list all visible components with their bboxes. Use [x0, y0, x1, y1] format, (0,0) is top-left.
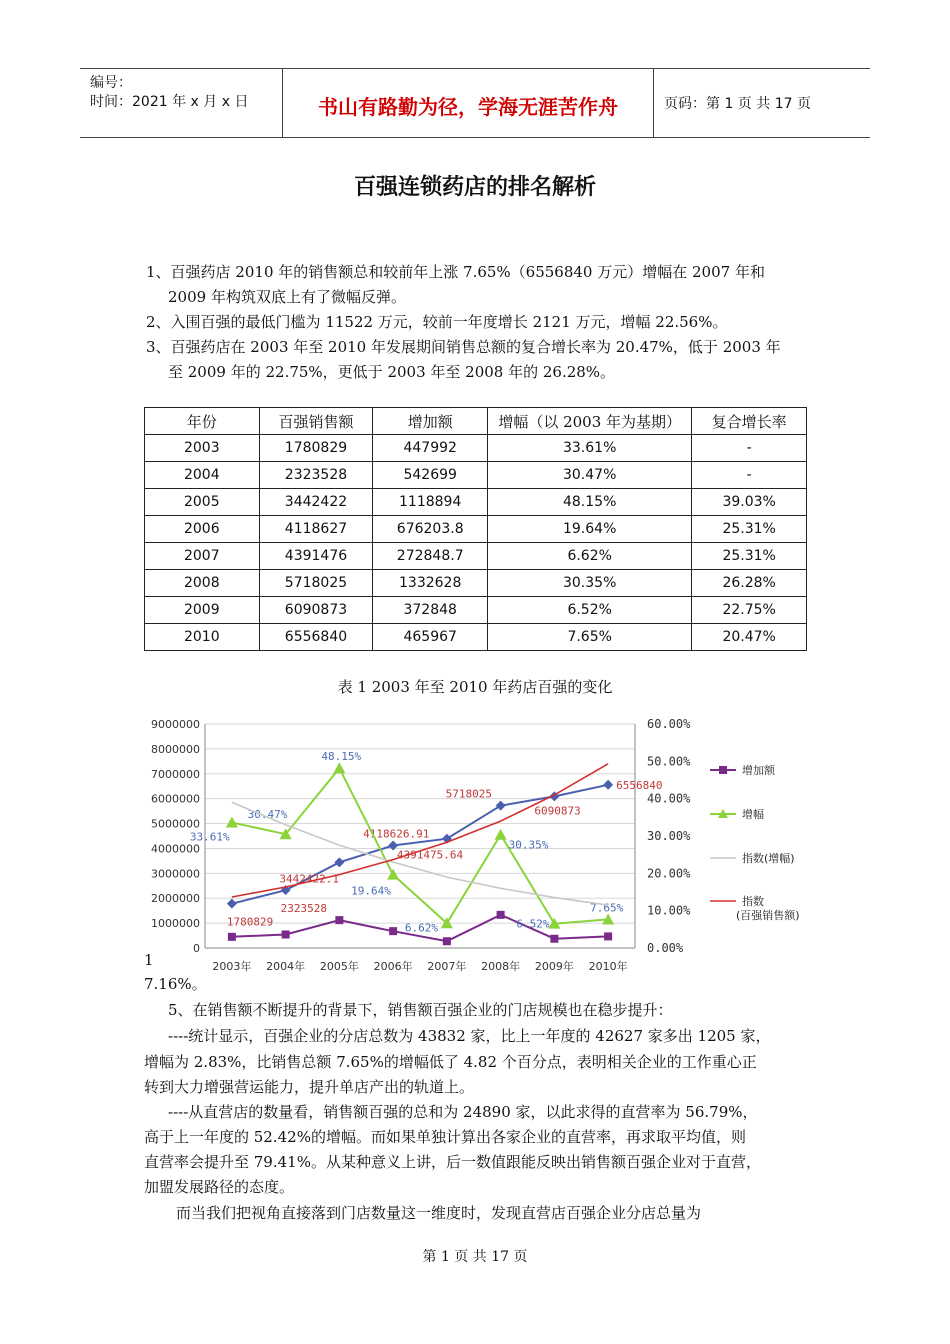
legend-label: 指数 — [742, 895, 764, 908]
data-label: 48.15% — [321, 750, 362, 764]
table-cell: 2323528 — [259, 462, 373, 489]
section-5-p1-line: 增幅为 2.83%，比销售总额 7.65%的增幅低了 4.82 个百分点，表明相关企业的工作重心正 — [144, 1053, 757, 1071]
table-cell: 2006 — [145, 516, 260, 543]
section-5-p2-line: ----从直营店的数量看，销售额百强的总和为 24890 家，以此求得的直营率为 56.79%， — [168, 1103, 758, 1121]
x-tick-label: 2005年 — [319, 960, 359, 973]
stray-text-a: 1 — [144, 951, 154, 969]
table-cell: 25.31% — [692, 543, 807, 570]
legend-label: 指数(增幅) — [742, 852, 795, 865]
table-row — [145, 435, 807, 462]
table-cell: 4391476 — [259, 543, 373, 570]
table-cell: 30.47% — [488, 462, 692, 489]
point-3-line-1: 3、百强药店在 2003 年至 2010 年发展期间销售总额的复合增长率为 20.47%，低于 2003 年 — [146, 338, 781, 356]
x-tick-label: 2006年 — [373, 960, 413, 973]
table-caption: 表 1 2003 年至 2010 年药店百强的变化 — [337, 678, 613, 696]
data-label: 3442422.1 — [279, 872, 339, 886]
table-cell: 22.75% — [692, 597, 807, 624]
section-5-p1-line: ----统计显示，百强企业的分店总数为 43832 家，比上一年度的 42627 家多出 1205 家， — [168, 1027, 771, 1045]
data-point-square — [389, 927, 397, 935]
table-row — [145, 570, 807, 597]
header-page-info: 页码：第 1 页 共 17 页 — [664, 96, 811, 112]
table-cell: 676203.8 — [373, 516, 488, 543]
section-5-p2-line: 加盟发展路径的态度。 — [144, 1178, 295, 1196]
y-left-tick-label: 5000000 — [151, 817, 200, 831]
data-label: 4391475.64 — [396, 848, 464, 862]
data-point-square — [550, 935, 558, 943]
table-cell: 2008 — [145, 570, 260, 597]
table-cell: 272848.7 — [373, 543, 488, 570]
table-row — [145, 624, 807, 651]
table-header-cell: 复合增长率 — [692, 408, 807, 435]
table-cell: 19.64% — [488, 516, 692, 543]
motto: 书山有路勤为径，学海无涯苦作舟 — [318, 95, 618, 119]
table-cell: 2004 — [145, 462, 260, 489]
time-label: 时间：2021 年 x 月 x 日 — [90, 94, 249, 110]
data-label: 5718025 — [445, 787, 492, 801]
x-tick-label: 2007年 — [427, 960, 467, 973]
point-1-line-1: 1、百强药店 2010 年的销售额总和较前年上涨 7.65%（6556840 万元）增幅在 2007 年和 — [146, 263, 765, 281]
y-left-tick-label: 4000000 — [151, 842, 200, 856]
document-title: 百强连锁药店的排名解析 — [353, 174, 596, 200]
data-label: 30.47% — [247, 808, 288, 822]
y-right-tick-label: 40.00% — [647, 791, 691, 806]
table-header-row — [145, 408, 807, 435]
legend-label: 增幅 — [742, 808, 764, 821]
y-left-tick-label: 3000000 — [151, 867, 200, 881]
table-header-cell: 增加额 — [373, 408, 488, 435]
data-point-diamond — [334, 857, 344, 867]
table-header-cell: 增幅（以 2003 年为基期） — [488, 408, 692, 435]
table-cell: 1780829 — [259, 435, 373, 462]
table-cell: 372848 — [373, 597, 488, 624]
data-point-diamond — [227, 899, 237, 909]
data-point-triangle — [226, 817, 238, 828]
data-point-triangle — [495, 829, 507, 840]
y-left-tick-label: 9000000 — [151, 718, 200, 731]
table-cell: 20.47% — [692, 624, 807, 651]
table-cell: 48.15% — [488, 489, 692, 516]
table-cell: 30.35% — [488, 570, 692, 597]
legend-label: (百强销售额) — [736, 909, 800, 922]
section-5-p1-line: 转到大力增强营运能力，提升单店产出的轨道上。 — [144, 1078, 475, 1096]
table-row — [145, 543, 807, 570]
table-cell: 6.52% — [488, 597, 692, 624]
table-header-cell: 百强销售额 — [259, 408, 373, 435]
table-cell: 25.31% — [692, 516, 807, 543]
page-header — [80, 68, 870, 138]
table-cell: 447992 — [373, 435, 488, 462]
table-header-cell: 年份 — [145, 408, 260, 435]
data-label: 6556840 — [616, 778, 663, 792]
header-motto-cell — [283, 69, 654, 137]
legend-label: 增加额 — [742, 764, 775, 777]
data-point-triangle — [333, 762, 345, 773]
table-cell: 2010 — [145, 624, 260, 651]
data-label: 30.35% — [508, 838, 549, 852]
point-3-line-2: 至 2009 年的 22.75%，更低于 2003 年至 2008 年的 26.28%。 — [168, 363, 616, 381]
table-cell: 7.65% — [488, 624, 692, 651]
table-row — [145, 462, 807, 489]
table-cell: 26.28% — [692, 570, 807, 597]
table-row — [145, 516, 807, 543]
section-5-lead: 5、在销售额不断提升的背景下，销售额百强企业的门店规模也在稳步提升： — [168, 1001, 673, 1019]
y-right-tick-label: 60.00% — [647, 717, 691, 731]
sales-chart — [140, 708, 820, 978]
data-point-square — [604, 932, 612, 940]
y-left-tick-label: 8000000 — [151, 742, 200, 756]
header-meta-cell — [80, 69, 283, 137]
table-cell: 4118627 — [259, 516, 373, 543]
x-tick-label: 2010年 — [588, 960, 628, 973]
data-label: 6.62% — [404, 921, 438, 935]
y-left-tick-label: 0 — [193, 942, 200, 955]
data-point-square — [282, 930, 290, 938]
point-2-line-1: 2、入围百强的最低门槛为 11522 万元，较前一年度增长 2121 万元，增幅 22.56%。 — [146, 313, 728, 331]
table-cell: 3442422 — [259, 489, 373, 516]
table-cell: 39.03% — [692, 489, 807, 516]
table-cell: 1118894 — [373, 489, 488, 516]
table-cell: 465967 — [373, 624, 488, 651]
y-right-tick-label: 0.00% — [647, 941, 684, 955]
data-label: 6.52% — [516, 917, 550, 931]
table-cell: 2009 — [145, 597, 260, 624]
table-cell: 6.62% — [488, 543, 692, 570]
serial-label: 编号： — [90, 75, 132, 91]
y-right-tick-label: 20.00% — [647, 866, 691, 881]
data-point-square — [497, 911, 505, 919]
section-5-p3: 而当我们把视角直接落到门店数量这一维度时，发现直营店百强企业分店总量为 — [176, 1204, 702, 1222]
data-label: 7.65% — [590, 901, 624, 915]
table-cell: 6090873 — [259, 597, 373, 624]
data-point-triangle — [387, 869, 399, 880]
data-label: 33.61% — [189, 830, 230, 844]
y-right-tick-label: 50.00% — [647, 754, 691, 769]
data-label: 4118626.91 — [363, 827, 430, 841]
table-row — [145, 489, 807, 516]
y-left-tick-label: 6000000 — [151, 792, 200, 806]
table-cell: 1332628 — [373, 570, 488, 597]
x-tick-label: 2009年 — [534, 960, 574, 973]
table-cell: 2003 — [145, 435, 260, 462]
data-point-diamond — [496, 801, 506, 811]
y-left-tick-label: 1000000 — [151, 917, 200, 931]
table-cell: 33.61% — [488, 435, 692, 462]
table-cell: 2007 — [145, 543, 260, 570]
point-1-line-2: 2009 年构筑双底上有了微幅反弹。 — [168, 288, 406, 306]
section-5-p2-line: 高于上一年度的 52.42%的增幅。而如果单独计算出各家企业的直营率，再求取平均值，则 — [144, 1128, 746, 1146]
y-left-tick-label: 2000000 — [151, 892, 200, 906]
stray-text-b: 7.16%。 — [144, 975, 207, 993]
series-line — [232, 768, 608, 924]
data-point-square — [335, 916, 343, 924]
data-label: 19.64% — [351, 884, 391, 898]
table-cell: - — [692, 435, 807, 462]
legend-marker — [719, 766, 727, 774]
table-cell: 2005 — [145, 489, 260, 516]
table-cell: 5718025 — [259, 570, 373, 597]
data-point-diamond — [603, 780, 613, 790]
table-cell: - — [692, 462, 807, 489]
x-tick-label: 2004年 — [266, 960, 306, 973]
x-tick-label: 2008年 — [481, 960, 521, 973]
y-right-tick-label: 10.00% — [647, 903, 691, 918]
data-point-square — [228, 933, 236, 941]
data-label: 1780829 — [226, 915, 274, 929]
data-label: 2323528 — [280, 902, 327, 916]
data-label: 6090873 — [534, 804, 581, 818]
data-table — [144, 407, 807, 651]
y-right-tick-label: 30.00% — [647, 829, 691, 843]
table-cell: 542699 — [373, 462, 488, 489]
page-footer: 第 1 页 共 17 页 — [422, 1249, 528, 1265]
section-5-p2-line: 直营率会提升至 79.41%。从某种意义上讲，后一数值跟能反映出销售额百强企业对于直营， — [144, 1153, 761, 1171]
table-row — [145, 597, 807, 624]
table-cell: 6556840 — [259, 624, 373, 651]
y-left-tick-label: 7000000 — [151, 767, 200, 781]
data-point-square — [443, 937, 451, 945]
x-tick-label: 2003年 — [212, 960, 252, 973]
